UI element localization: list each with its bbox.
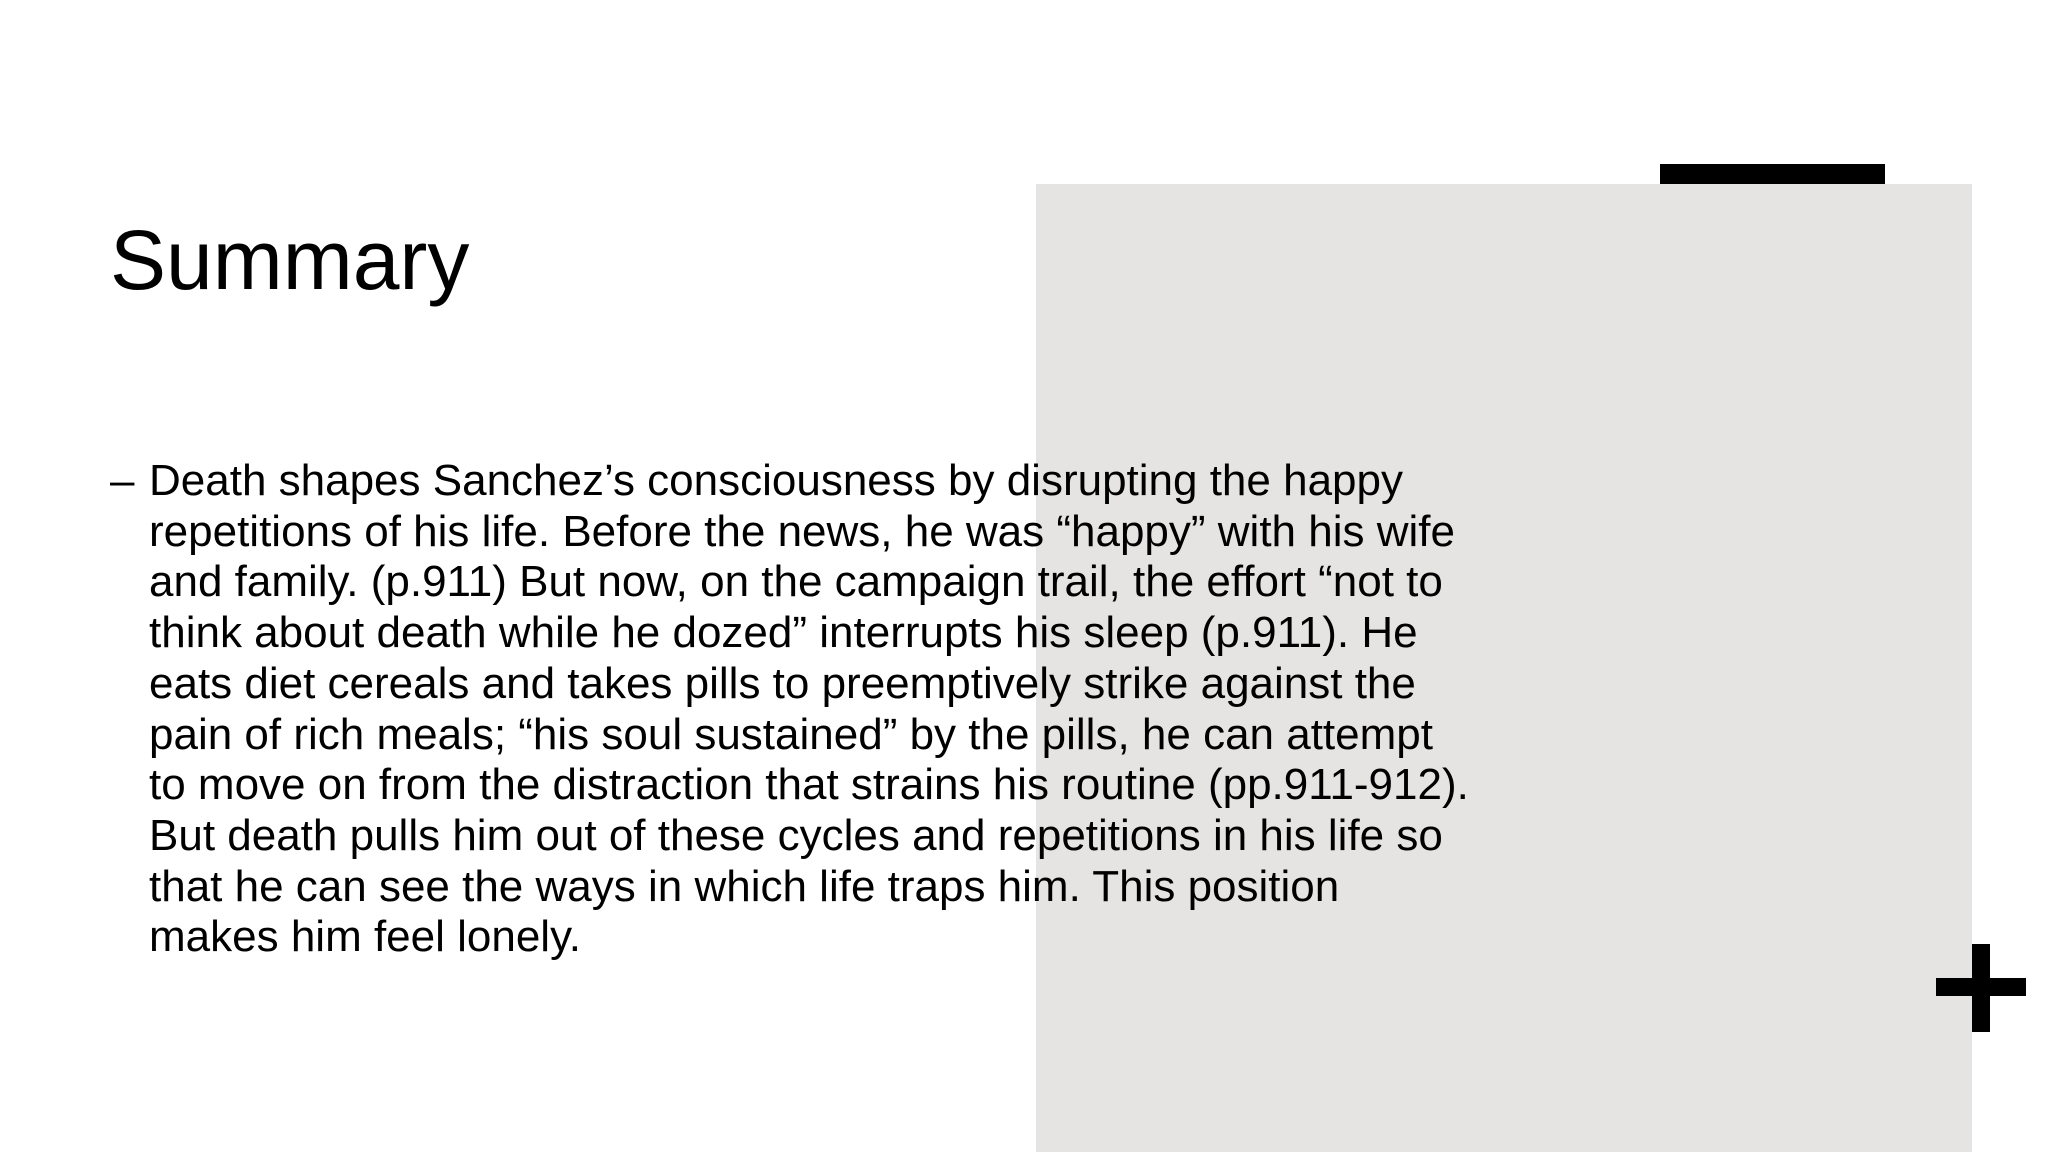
- bullet-item: [110, 456, 1470, 963]
- plus-icon: [1936, 944, 2026, 1032]
- bullet-text: Death shapes Sanchez’s consciousness by disrupting the happy repetitions of his life. Before the news, he was “happy” with his wife and family. (p.911) But now, on the campaign trail, the effort “not to think about death while he dozed” interrupts his sleep (p.911). He eats diet cereals and takes pills to preemptively strike against the pain of rich meals; “his soul sustained” by the pills, he can attempt to move on from the distraction that strains his routine (pp.911-912). But death pulls him out of these cycles and repetitions in his life so that he can see the ways in which life traps him. This position makes him feel lonely.: [149, 456, 1469, 962]
- slide-title: Summary: [110, 213, 470, 307]
- bullet-marker: –: [110, 456, 135, 505]
- accent-bar: [1660, 164, 1885, 184]
- bullet-list: [110, 456, 1470, 963]
